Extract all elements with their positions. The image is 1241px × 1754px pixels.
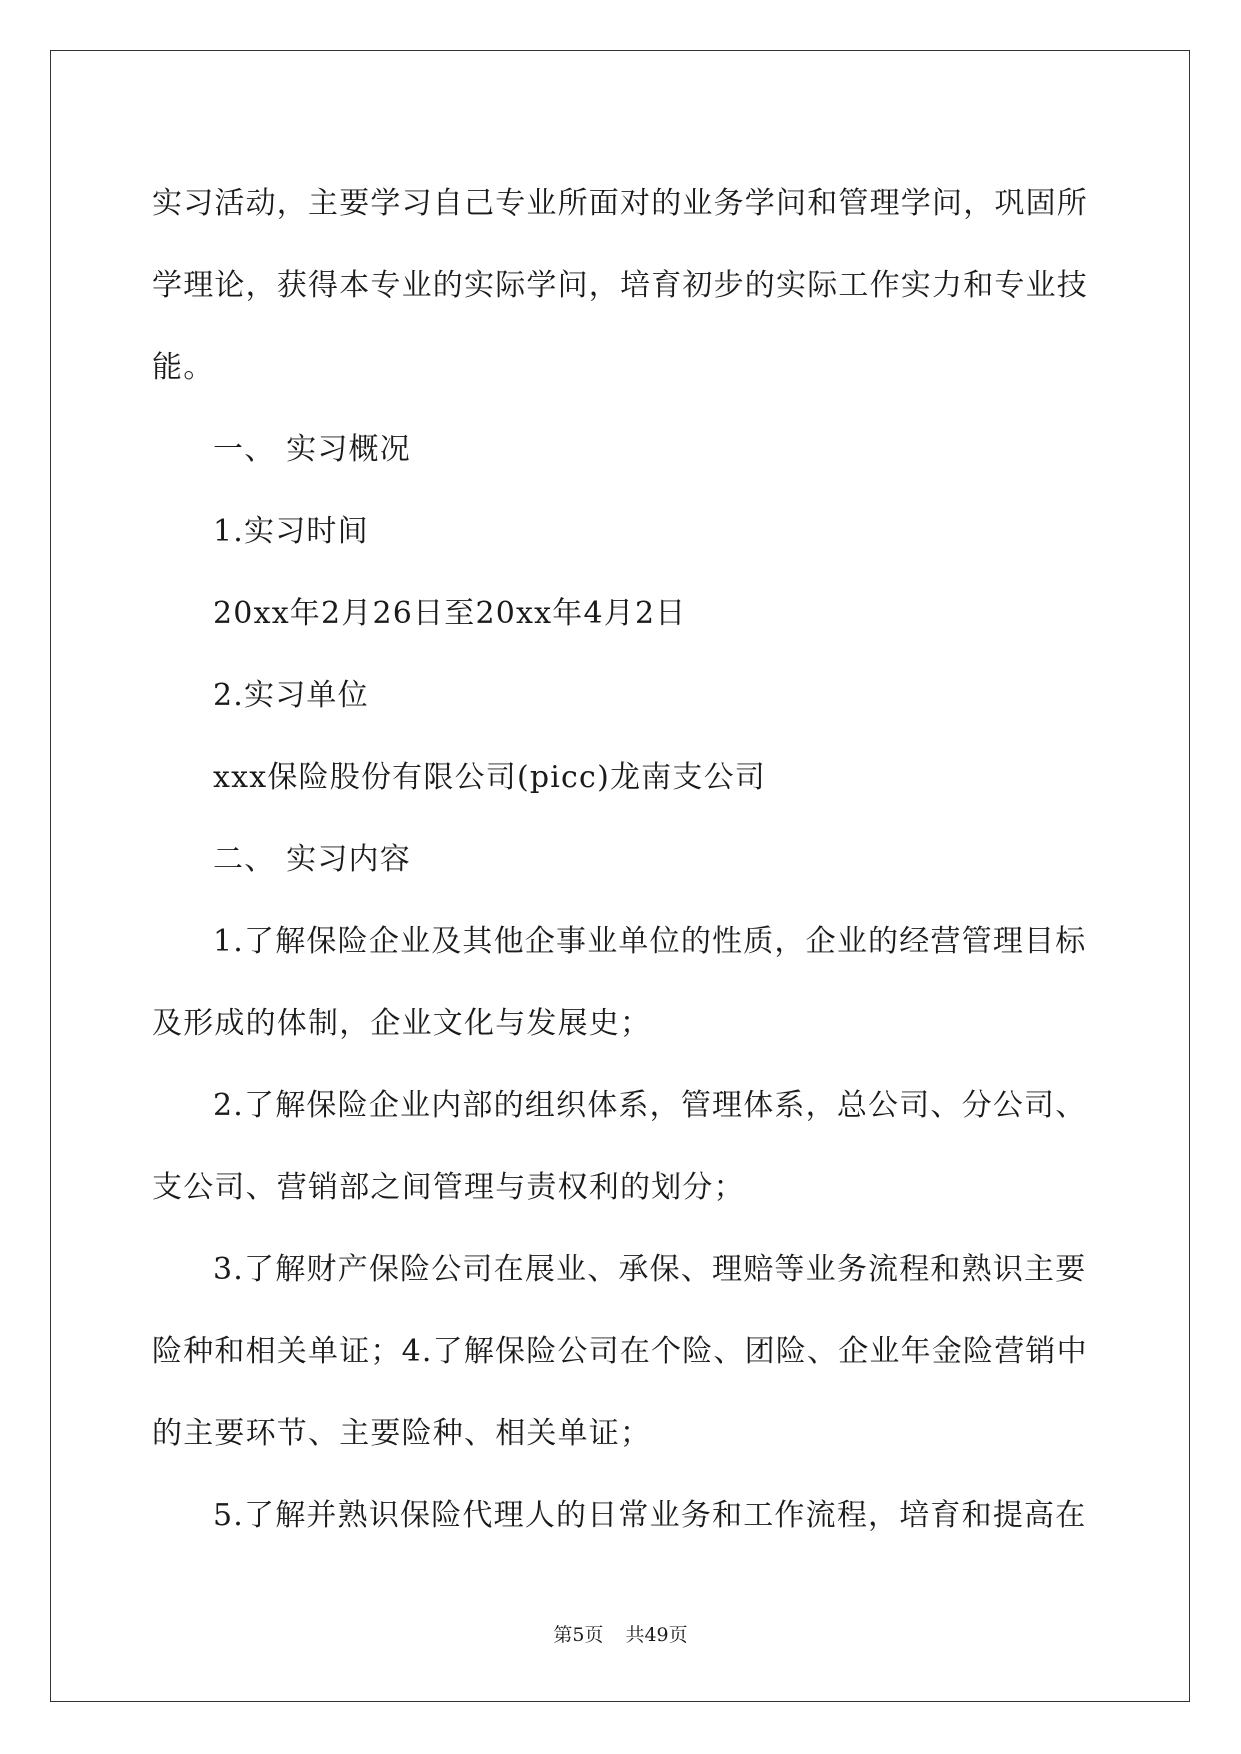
subheading-internship-unit: 2.实习单位	[213, 678, 369, 713]
page-footer	[0, 1620, 1241, 1647]
page-number: 第5页	[553, 1624, 604, 1646]
text-line-1: 实习活动，主要学习自己专业所面对的业务学问和管理学问，巩固所	[152, 186, 1088, 221]
document-body	[152, 163, 1092, 1557]
subheading-internship-time: 1.实习时间	[213, 514, 369, 549]
internship-dates: 20xx年2月26日至20xx年4月2日	[213, 596, 687, 631]
content-item-2: 2.了解保险企业内部的组织体系，管理体系，总公司、分公司、	[213, 1088, 1087, 1123]
section-heading-overview: 一、 实习概况	[213, 432, 411, 467]
internship-company: xxx保险股份有限公司(picc)龙南支公司	[213, 760, 766, 795]
content-item-1: 1.了解保险企业及其他企事业单位的性质，企业的经营管理目标	[213, 924, 1087, 959]
text-line-2: 学理论，获得本专业的实际学问，培育初步的实际工作实力和专业技	[152, 268, 1088, 303]
content-item-1-cont: 及形成的体制，企业文化与发展史；	[152, 1006, 652, 1041]
page-total: 共49页	[625, 1624, 688, 1646]
content-item-3-4: 险种和相关单证；4.了解保险公司在个险、团险、企业年金险营销中	[152, 1334, 1088, 1369]
content-item-4-cont: 的主要环节、主要险种、相关单证；	[152, 1416, 652, 1451]
content-item-5: 5.了解并熟识保险代理人的日常业务和工作流程，培育和提高在	[213, 1498, 1087, 1533]
section-heading-content: 二、 实习内容	[213, 842, 411, 877]
content-item-3: 3.了解财产保险公司在展业、承保、理赔等业务流程和熟识主要	[213, 1252, 1087, 1287]
text-line-3: 能。	[152, 350, 215, 385]
content-item-2-cont: 支公司、营销部之间管理与责权利的划分；	[152, 1170, 745, 1205]
